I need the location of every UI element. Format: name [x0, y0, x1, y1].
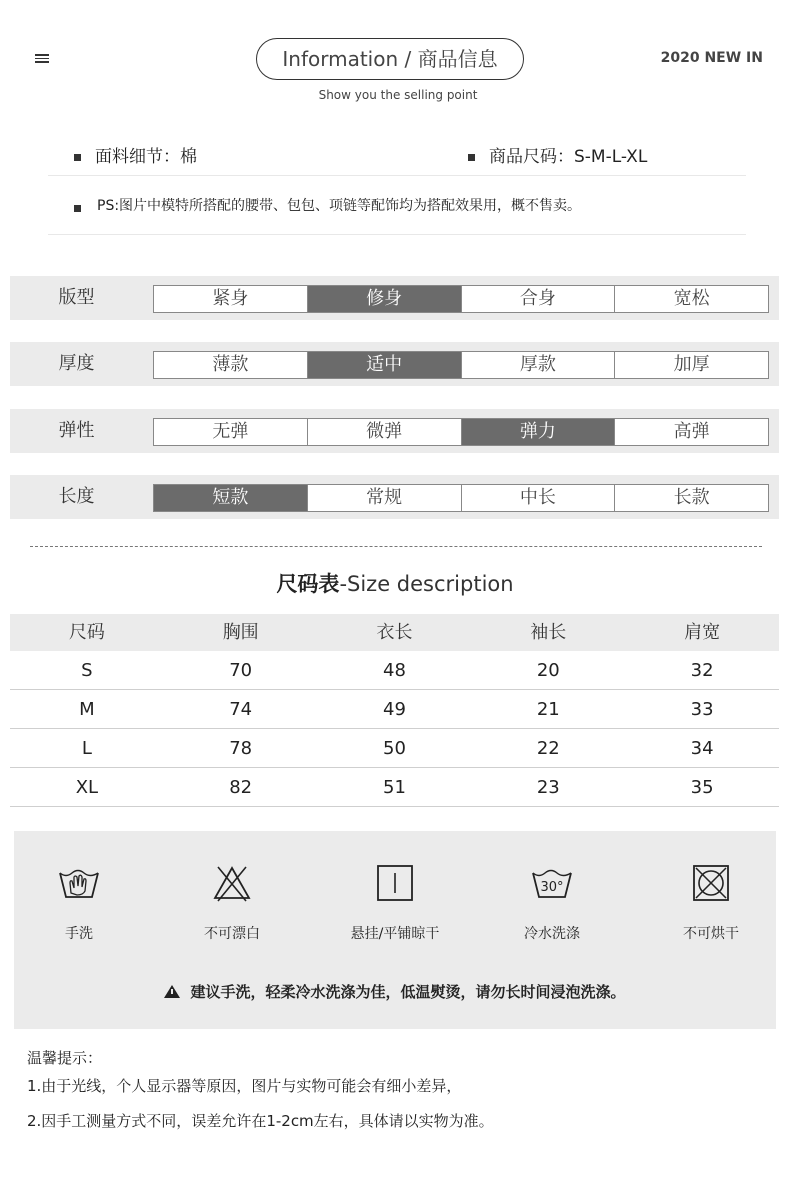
table-row — [10, 768, 779, 807]
dashed-divider — [30, 546, 762, 547]
attr-label: 版型 — [58, 287, 95, 308]
attr-option-selected: 短款 — [154, 485, 308, 511]
page-subtitle: Show you the selling point — [318, 88, 478, 102]
care-label: 悬挂/平铺晾干 — [350, 926, 440, 942]
table-cell: 49 — [383, 699, 406, 720]
care-cold-wash — [487, 861, 617, 943]
header-cell: 尺码 — [68, 622, 105, 643]
header-cell: 衣长 — [376, 622, 413, 643]
care-line-dry — [330, 861, 460, 943]
attr-elasticity — [10, 409, 779, 453]
tips-line: 1.由于光线，个人显示器等原因，图片与实物可能会有细小差异， — [27, 1077, 462, 1095]
attr-label: 长度 — [58, 486, 95, 507]
table-cell: 70 — [229, 660, 253, 681]
attr-option: 薄款 — [154, 352, 308, 378]
attr-options — [153, 484, 769, 512]
header-cell: 胸围 — [222, 622, 259, 643]
care-warning-text: 建议手洗，轻柔冷水洗涤为佳，低温熨烫，请勿长时间浸泡洗涤。 — [190, 983, 626, 1001]
size-title-cn: 尺码表 — [276, 572, 340, 596]
fabric-info — [74, 142, 197, 167]
attr-options — [153, 418, 769, 446]
care-label: 不可烘干 — [683, 926, 739, 942]
attr-option-selected: 修身 — [308, 286, 462, 312]
table-cell: 82 — [229, 777, 253, 798]
bullet-icon — [74, 154, 81, 161]
bullet-icon — [74, 205, 81, 212]
attr-option: 长款 — [673, 487, 710, 508]
table-cell: 23 — [536, 777, 560, 798]
info-row-ps — [48, 180, 746, 235]
line-dry-icon — [373, 861, 417, 905]
new-in-tag: 2020 NEW IN — [660, 50, 763, 66]
care-label: 手洗 — [65, 926, 93, 942]
attr-option: 中长 — [462, 485, 616, 511]
size-table-header — [10, 614, 779, 651]
table-cell: 35 — [690, 777, 714, 798]
table-cell: 22 — [536, 738, 560, 759]
size-section-title — [0, 568, 790, 598]
table-cell: L — [81, 738, 92, 759]
table-cell: 33 — [690, 699, 714, 720]
attr-options — [153, 351, 769, 379]
table-row — [10, 690, 779, 729]
table-cell: M — [79, 699, 95, 720]
care-label: 不可漂白 — [204, 926, 260, 942]
tips-heading: 温馨提示： — [27, 1049, 103, 1067]
menu-icon[interactable] — [35, 54, 49, 63]
table-cell: 74 — [229, 699, 253, 720]
attr-option: 常规 — [308, 485, 462, 511]
no-bleach-icon — [210, 861, 254, 905]
no-tumble-dry-icon — [689, 861, 733, 905]
care-instructions — [14, 831, 776, 1029]
table-cell: 50 — [383, 738, 406, 759]
ps-note — [74, 195, 581, 215]
page-header — [0, 0, 790, 120]
care-no-bleach — [167, 861, 297, 943]
attr-options — [153, 285, 769, 313]
table-cell: 51 — [383, 777, 406, 798]
attr-option: 高弹 — [673, 421, 710, 442]
size-table — [10, 614, 779, 807]
table-row — [10, 729, 779, 768]
attr-option: 紧身 — [154, 286, 308, 312]
header-cell: 袖长 — [530, 622, 567, 643]
info-row-basic — [48, 130, 746, 176]
table-cell: S — [81, 660, 93, 681]
table-cell: XL — [75, 777, 99, 798]
table-cell: 21 — [536, 699, 560, 720]
attr-option: 加厚 — [673, 354, 710, 375]
fabric-text: 面料细节：棉 — [95, 147, 197, 167]
attr-fit — [10, 276, 779, 320]
attr-option: 无弹 — [154, 419, 308, 445]
warning-icon — [164, 985, 180, 998]
care-no-tumble-dry — [646, 861, 776, 943]
table-cell: 20 — [536, 660, 560, 681]
table-row — [10, 651, 779, 690]
page-title: Information / 商品信息 — [256, 38, 524, 80]
attr-option: 宽松 — [673, 288, 710, 309]
attr-option-selected: 适中 — [308, 352, 462, 378]
attr-label: 弹性 — [58, 420, 95, 441]
table-cell: 78 — [229, 738, 253, 759]
header-cell: 肩宽 — [684, 622, 721, 643]
care-label: 冷水洗涤 — [524, 926, 580, 942]
size-title-en: -Size description — [339, 572, 514, 596]
attr-label: 厚度 — [58, 353, 95, 374]
ps-text: PS:图片中模特所搭配的腰带、包包、项链等配饰均为搭配效果用，概不售卖。 — [97, 198, 582, 214]
bullet-icon — [468, 154, 475, 161]
hand-wash-icon — [57, 861, 101, 905]
size-text: 商品尺码：S-M-L-XL — [489, 147, 648, 167]
table-cell: 48 — [383, 660, 406, 681]
attr-thickness — [10, 342, 779, 386]
attr-option: 微弹 — [308, 419, 462, 445]
table-cell: 32 — [690, 660, 714, 681]
wash-30-icon — [530, 861, 574, 905]
size-info — [468, 142, 647, 167]
attr-length — [10, 475, 779, 519]
care-hand-wash — [14, 861, 144, 943]
attr-option: 厚款 — [462, 352, 616, 378]
tips-section — [27, 1044, 494, 1135]
tips-line: 2.因手工测量方式不同，误差允许在1-2cm左右，具体请以实物为准。 — [27, 1112, 494, 1130]
attr-option: 合身 — [462, 286, 616, 312]
table-cell: 34 — [690, 738, 714, 759]
attr-option-selected: 弹力 — [462, 419, 616, 445]
care-warning — [14, 981, 776, 1002]
wash-temp-text: 30° — [540, 880, 564, 895]
